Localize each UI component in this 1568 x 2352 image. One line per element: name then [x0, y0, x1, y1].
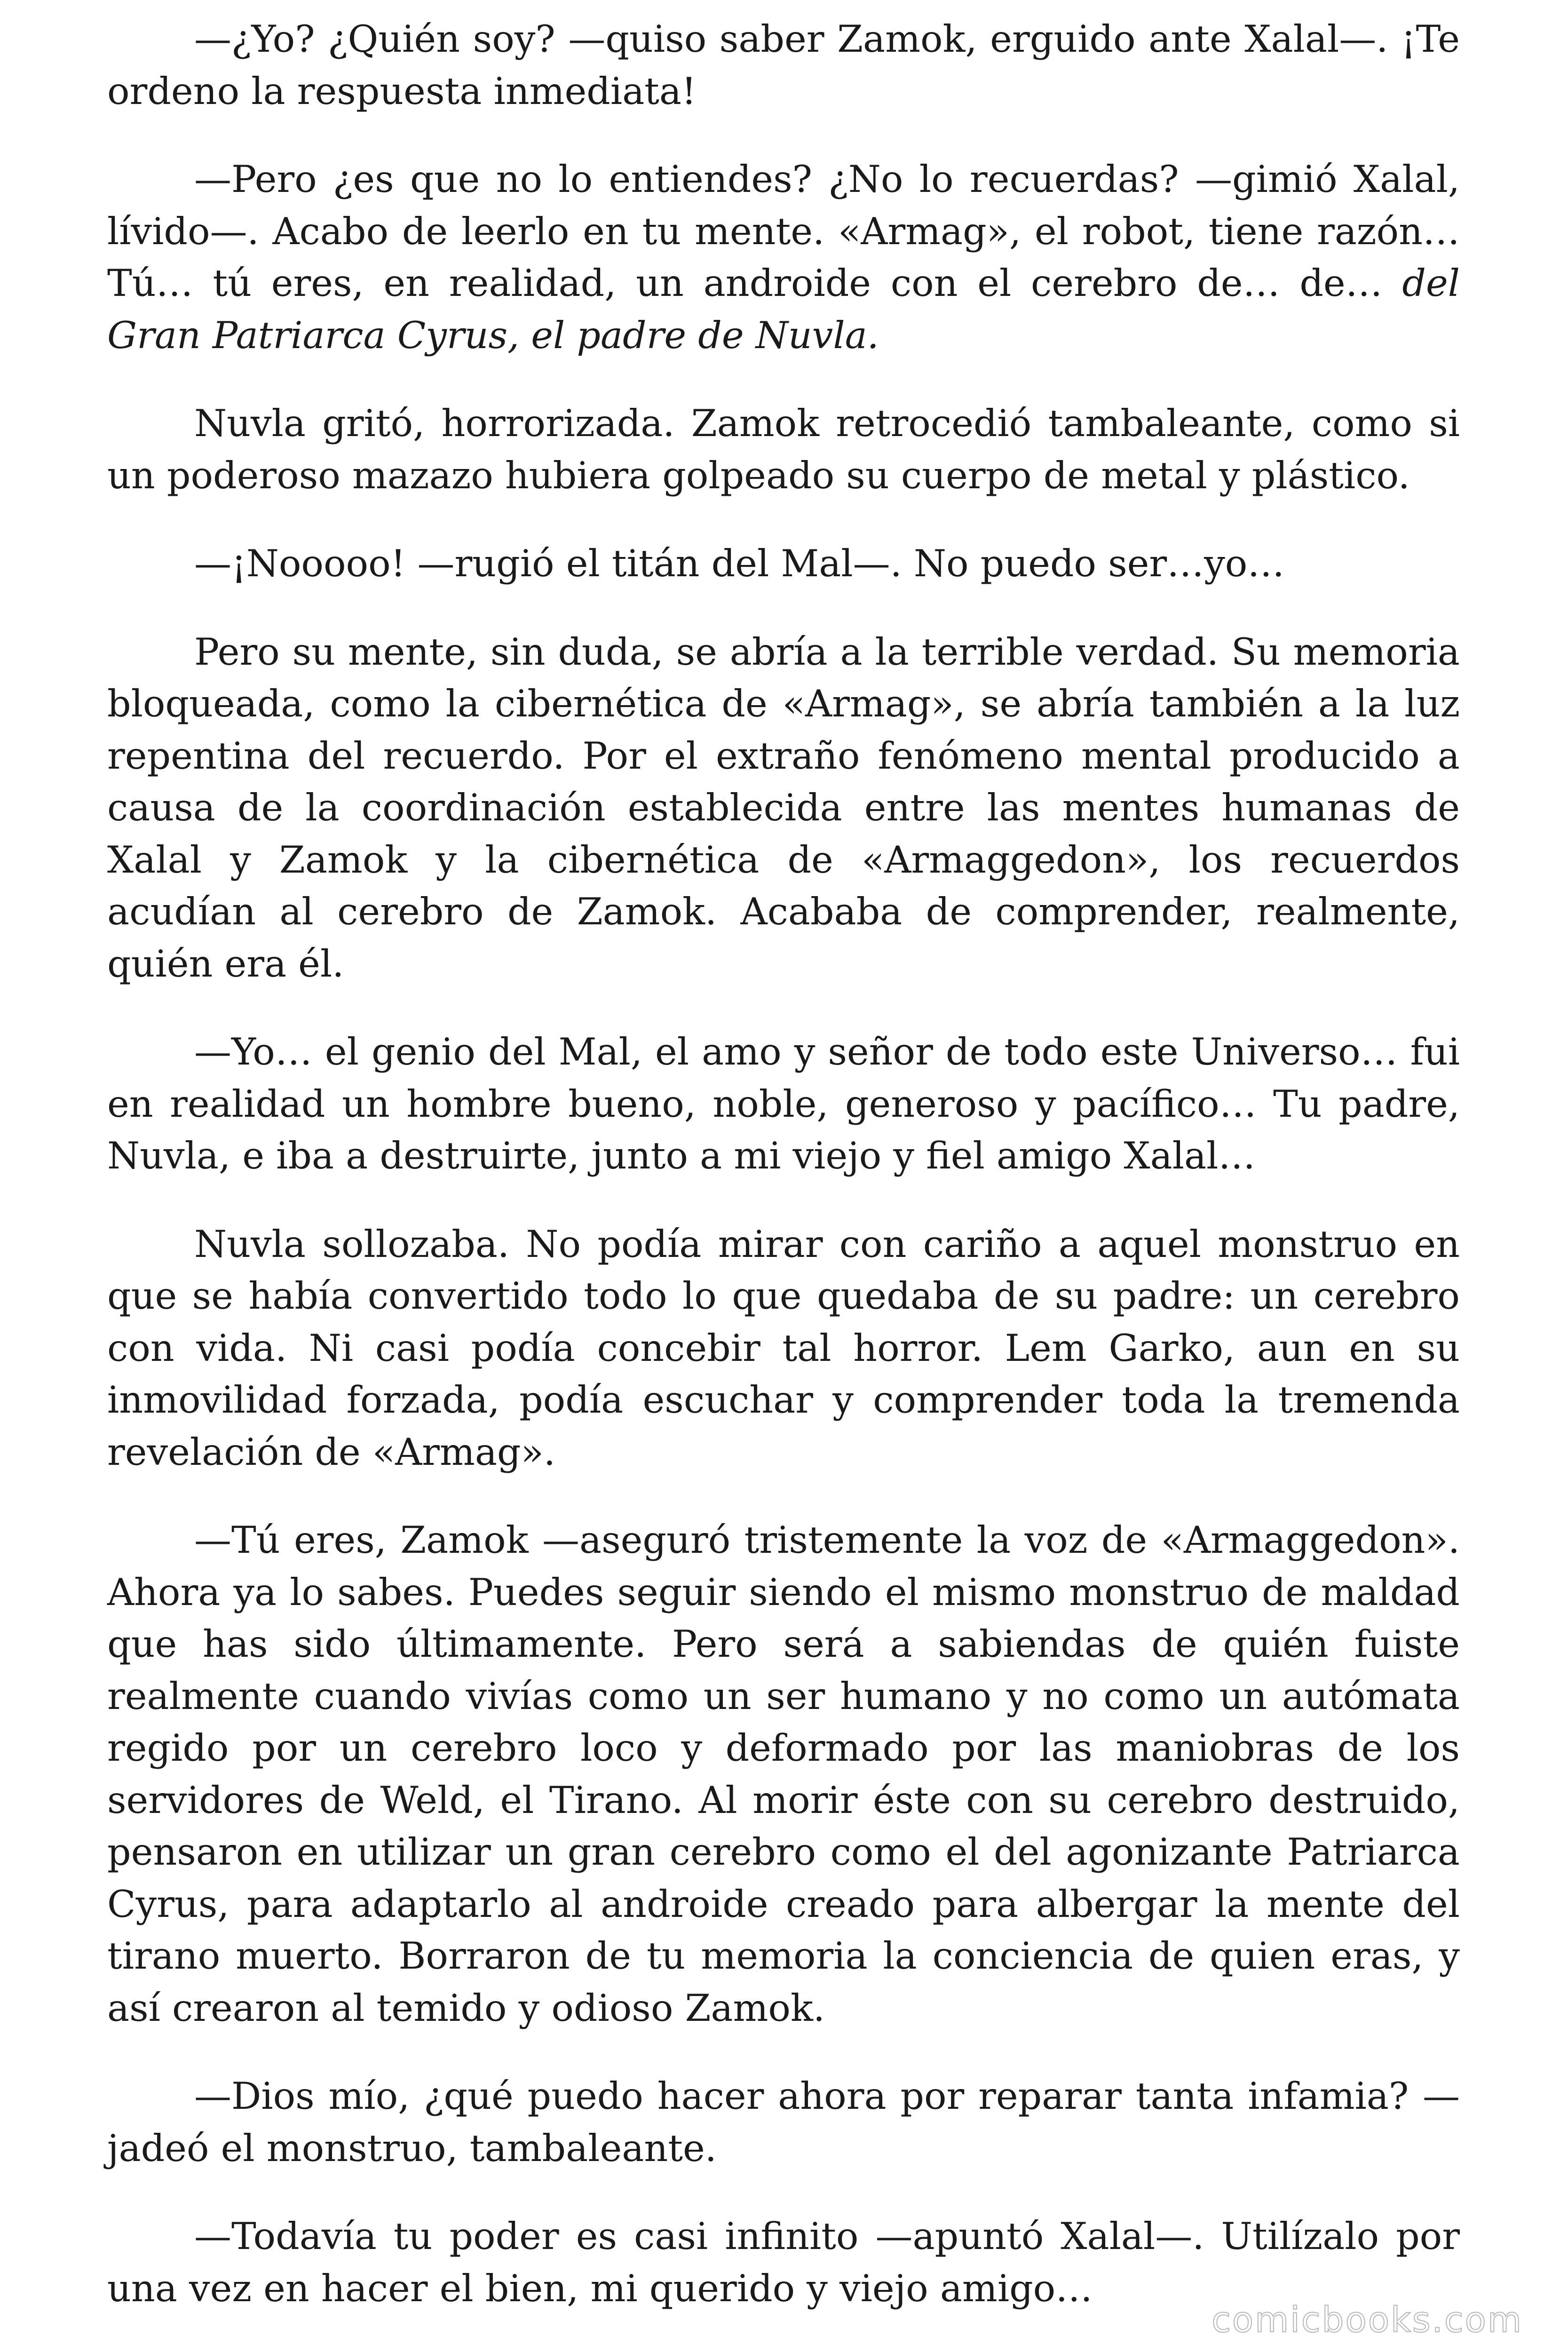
- paragraph-9-text: —Dios mío, ¿qué puedo hacer ahora por reparar tanta infamia? —jadeó el monstruo, tambaleante.: [107, 2074, 1460, 2170]
- paragraph-10-text: —Todavía tu poder es casi infinito —apuntó Xalal—. Utilízalo por una vez en hacer el bien, mi querido y viejo amigo…: [107, 2215, 1460, 2310]
- paragraph-5: [107, 626, 1460, 990]
- paragraph-1: [107, 13, 1460, 117]
- paragraph-5-text: Pero su mente, sin duda, se abría a la terrible verdad. Su memoria bloqueada, como la cibernética de «Armag», se abría también a la luz repentina del recuerdo. Por el extraño fenómeno mental producido a causa de la coordinación establecida entre las mentes humanas de Xalal y Zamok y la cibernética de «Armaggedon», los recuerdos acudían al cerebro de Zamok. Acababa de comprender, realmente, quién era él.: [107, 630, 1460, 985]
- paragraph-2: [107, 153, 1460, 361]
- paragraph-1-text: —¿Yo? ¿Quién soy? —quiso saber Zamok, erguido ante Xalal—. ¡Te ordeno la respuesta inmediata!: [107, 17, 1460, 113]
- paragraph-9: [107, 2070, 1460, 2174]
- watermark: comicbooks.com: [1212, 2300, 1523, 2340]
- paragraph-2-italic: del Gran Patriarca Cyrus, el padre de Nuvla.: [107, 262, 1460, 357]
- paragraph-4: [107, 538, 1460, 590]
- paragraph-8: [107, 1514, 1460, 2034]
- paragraph-3-text: Nuvla gritó, horrorizada. Zamok retrocedió tambaleante, como si un poderoso mazazo hubiera golpeado su cuerpo de metal y plástico.: [107, 402, 1460, 497]
- paragraph-7: [107, 1218, 1460, 1478]
- paragraph-4-text: —¡Nooooo! —rugió el titán del Mal—. No puedo ser…yo…: [194, 542, 1285, 585]
- paragraph-2-text: —Pero ¿es que no lo entiendes? ¿No lo recuerdas? —gimió Xalal, lívido—. Acabo de leerlo en tu mente. «Armag», el robot, tiene razón… Tú… tú eres, en realidad, un androide con el cerebro de… de…: [107, 158, 1460, 305]
- paragraph-10: [107, 2210, 1460, 2314]
- paragraph-6: [107, 1026, 1460, 1182]
- paragraph-7-text: Nuvla sollozaba. No podía mirar con cariño a aquel monstruo en que se había convertido todo lo que quedaba de su padre: un cerebro con vida. Ni casi podía concebir tal horror. Lem Garko, aun en su inmovilidad forzada, podía escuchar y comprender toda la tremenda revelación de «Armag».: [107, 1222, 1460, 1474]
- paragraph-3: [107, 397, 1460, 501]
- paragraph-8-text: —Tú eres, Zamok —aseguró tristemente la voz de «Armaggedon». Ahora ya lo sabes. Puedes seguir siendo el mismo monstruo de maldad que has sido últimamente. Pero será a sabiendas de quién fuiste realmente cuando vivías como un ser humano y no como un autómata regido por un cerebro loco y deformado por las maniobras de los servidores de Weld, el Tirano. Al morir éste con su cerebro destruido, pensaron en utilizar un gran cerebro como el del agonizante Patriarca Cyrus, para adaptarlo al androide creado para albergar la mente del tirano muerto. Borraron de tu memoria la conciencia de quien eras, y así crearon al temido y odioso Zamok.: [107, 1518, 1460, 2030]
- paragraph-6-text: —Yo… el genio del Mal, el amo y señor de todo este Universo… fui en realidad un hombre bueno, noble, generoso y pacífico… Tu padre, Nuvla, e iba a destruirte, junto a mi viejo y fiel amigo Xalal…: [107, 1030, 1460, 1177]
- book-page: [107, 13, 1460, 2314]
